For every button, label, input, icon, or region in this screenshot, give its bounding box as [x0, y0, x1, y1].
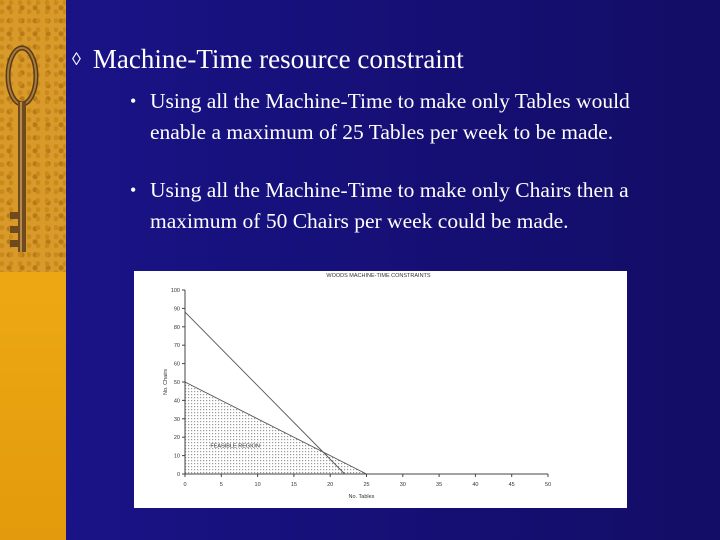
chart-panel — [134, 271, 627, 508]
y-tick-label: 30 — [173, 416, 180, 423]
y-tick-label: 10 — [173, 453, 180, 460]
feasible-region-label: FEASIBLE REGION — [210, 443, 260, 450]
y-tick-label: 50 — [173, 380, 180, 386]
bullet-dot-icon: • — [130, 91, 137, 111]
y-tick-label: 40 — [173, 398, 180, 405]
slide-title — [72, 44, 464, 75]
y-axis-label: No. Chairs — [163, 369, 169, 395]
y-tick-label: 90 — [173, 306, 180, 313]
x-tick-label: 10 — [254, 482, 261, 488]
y-tick-label: 0 — [176, 472, 180, 478]
x-tick-label: 40 — [472, 482, 479, 488]
x-tick-label: 25 — [363, 482, 370, 488]
x-tick-label: 0 — [183, 482, 187, 488]
y-tick-label: 20 — [173, 435, 180, 442]
x-tick-label: 5 — [219, 482, 223, 488]
x-tick-label: 35 — [436, 482, 443, 488]
x-tick-label: 15 — [290, 482, 297, 488]
x-tick-label: 50 — [544, 482, 552, 488]
title-bullet-icon: ◊ — [72, 49, 81, 69]
bullet-text: Using all the Machine-Time to make only Chairs then a maximum of 50 Chairs per week could be made. — [150, 178, 629, 233]
sidebar-image — [0, 0, 66, 540]
key-icon — [0, 36, 66, 276]
y-tick-label: 70 — [173, 343, 180, 350]
machine-time-chart — [134, 271, 627, 508]
y-tick-label: 100 — [170, 288, 180, 294]
slide-title-text: Machine-Time resource constraint — [92, 44, 464, 74]
x-tick-label: 20 — [327, 482, 334, 488]
y-tick-label: 60 — [173, 361, 180, 368]
chart-title: WOODS MACHINE-TIME CONSTRAINTS — [326, 273, 431, 279]
bullet-item — [130, 175, 670, 237]
x-tick-label: 45 — [508, 482, 515, 488]
x-tick-label: 30 — [399, 482, 406, 488]
x-axis-label: No. Tables — [348, 494, 375, 500]
y-tick-label: 80 — [173, 324, 180, 331]
bullet-text: Using all the Machine-Time to make only Tables would enable a maximum of 25 Tables per week to be made. — [150, 89, 630, 144]
bullet-dot-icon: • — [130, 180, 137, 200]
bullet-item — [130, 86, 670, 148]
